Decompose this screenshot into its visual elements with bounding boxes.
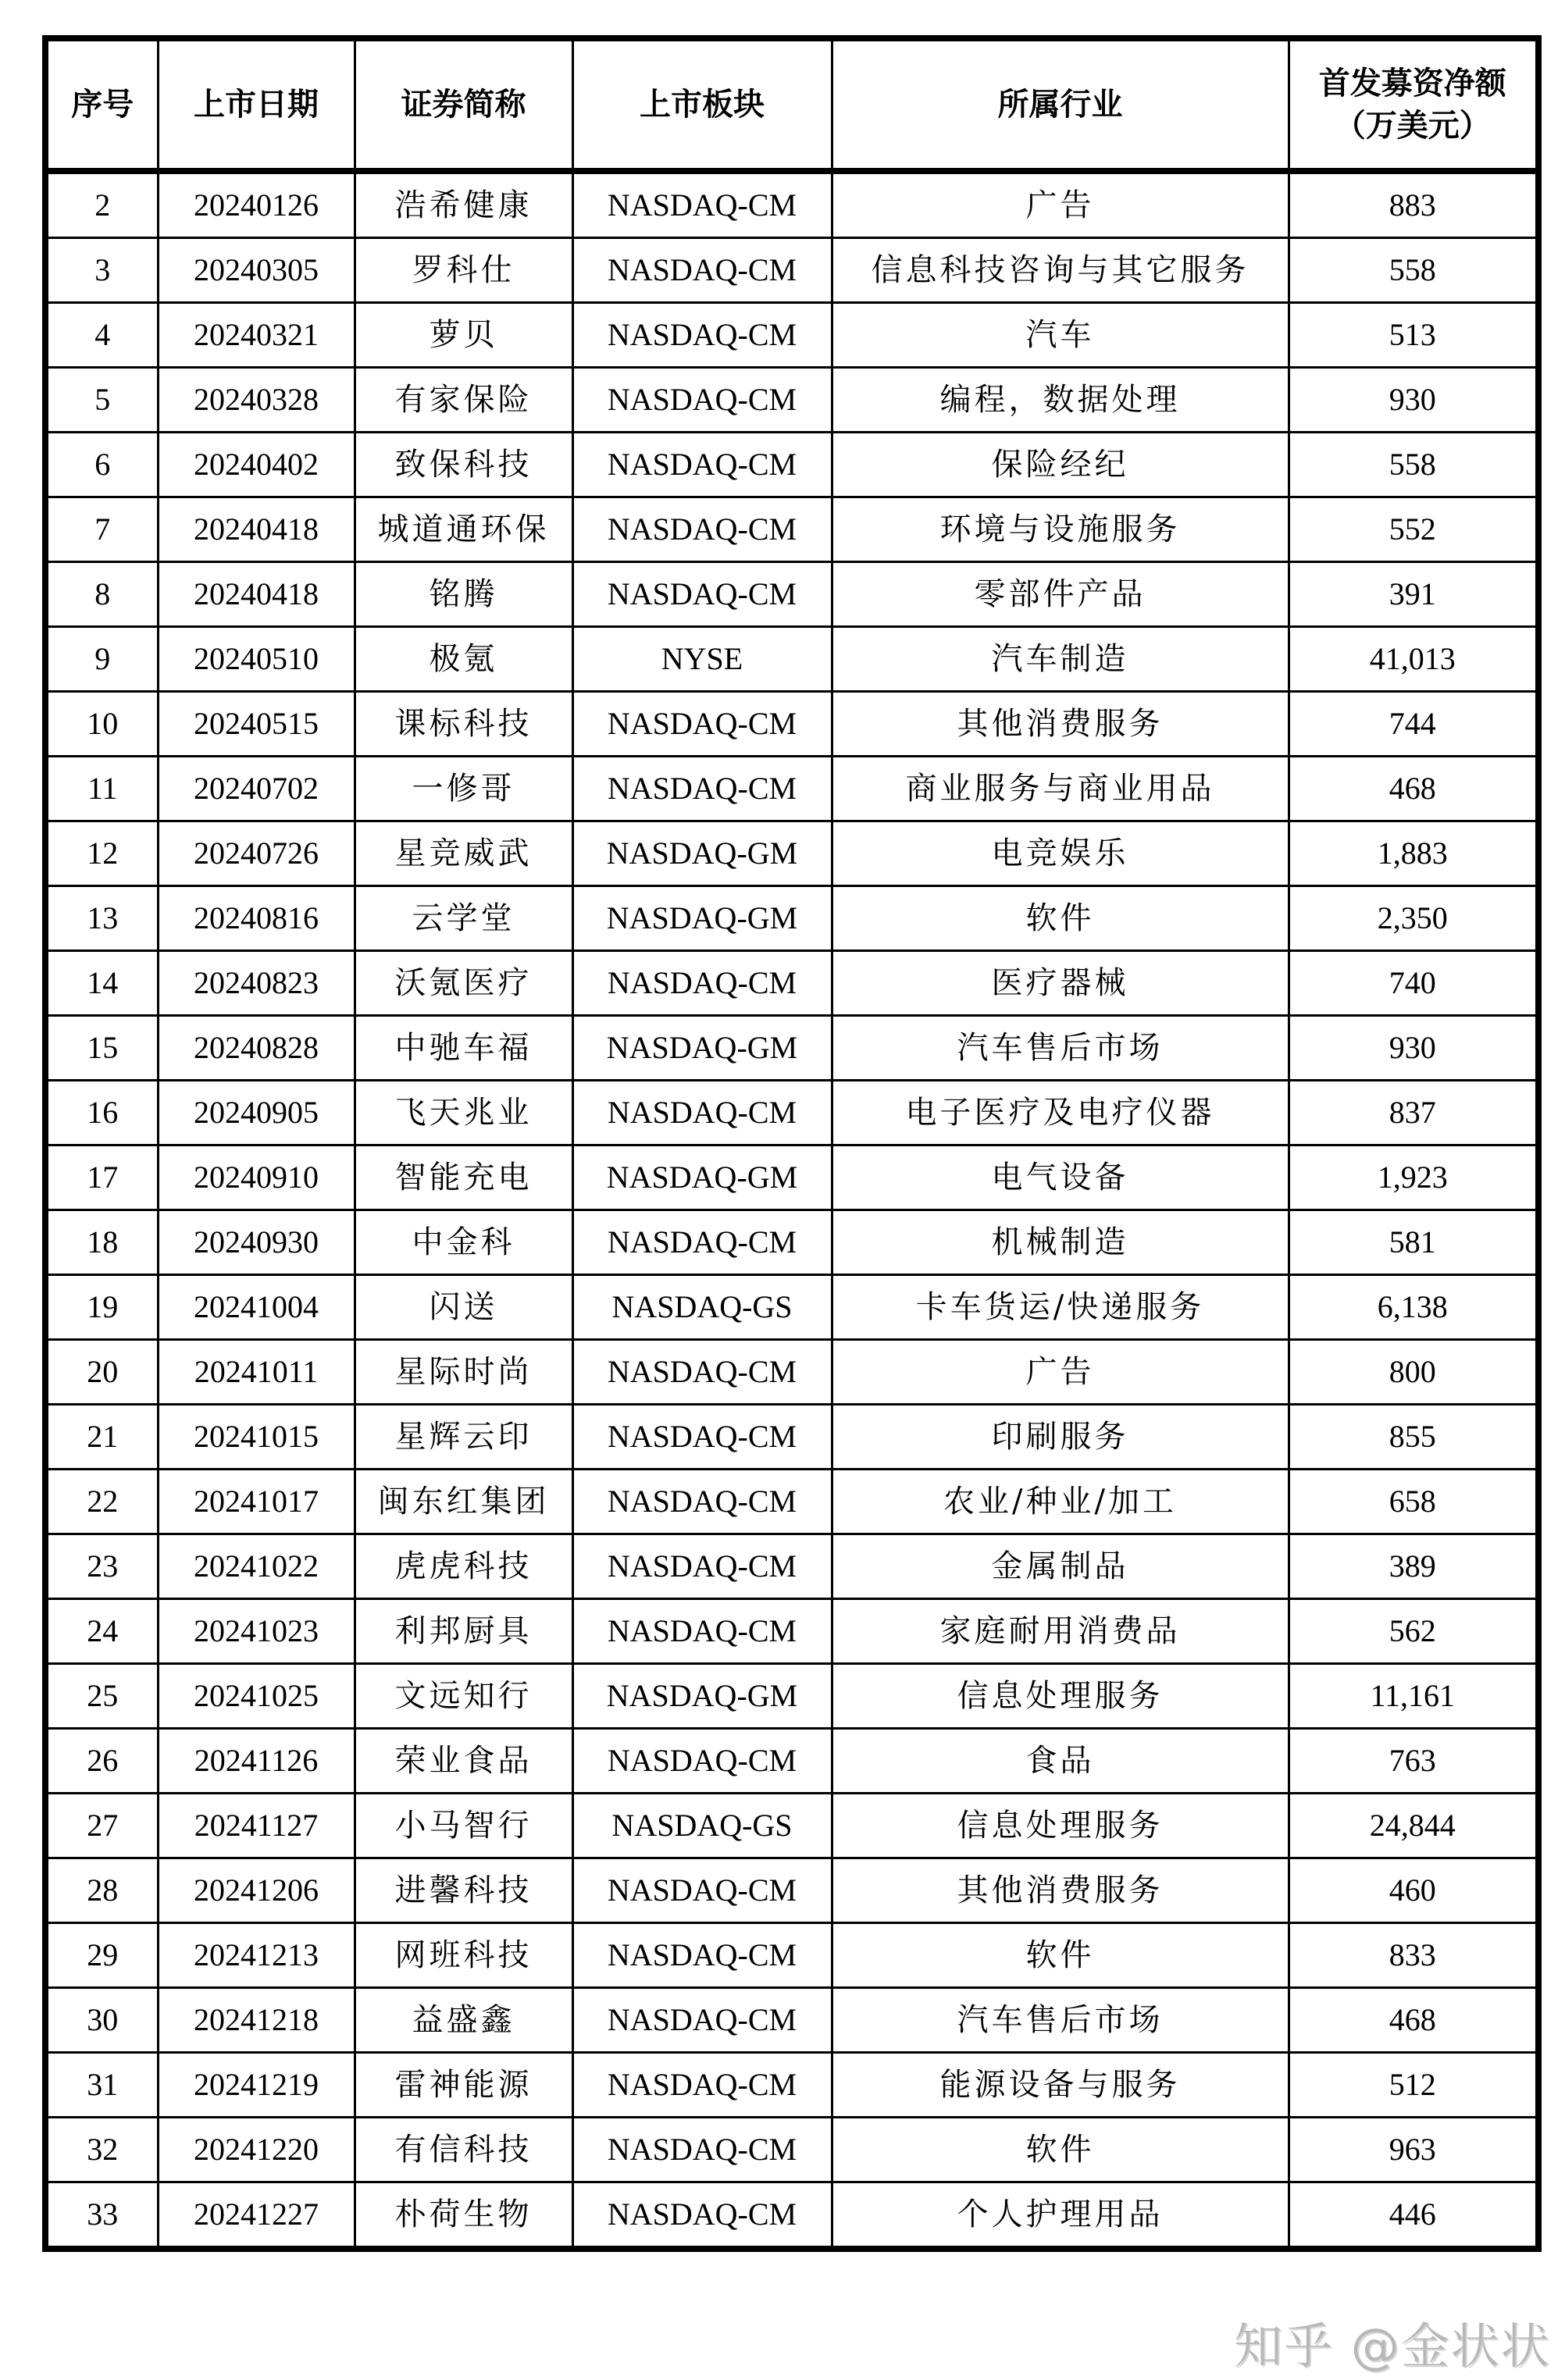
cell-index: 5 [45,368,158,433]
table-row [45,886,1538,951]
header-listing-date: 上市日期 [158,38,355,171]
cell-board: NASDAQ-GM [572,1016,832,1081]
cell-board: NASDAQ-GM [572,886,832,951]
cell-net-proceeds: 6,138 [1289,1275,1538,1340]
cell-listing-date: 20240418 [158,562,355,627]
cell-index: 33 [45,2182,158,2250]
table-row [45,1145,1538,1210]
cell-net-proceeds: 460 [1289,1858,1538,1923]
cell-listing-date: 20241025 [158,1664,355,1729]
header-security-name: 证券简称 [355,38,572,171]
table-row [45,1470,1538,1534]
table-row [45,1210,1538,1275]
cell-listing-date: 20240930 [158,1210,355,1275]
cell-listing-date: 20241022 [158,1534,355,1599]
cell-board: NASDAQ-CM [572,368,832,433]
cell-net-proceeds: 24,844 [1289,1794,1538,1858]
cell-board: NASDAQ-CM [572,1405,832,1470]
cell-industry: 医疗器械 [832,951,1289,1016]
cell-listing-date: 20241004 [158,1275,355,1340]
cell-board: NASDAQ-GM [572,1145,832,1210]
cell-industry: 信息科技咨询与其它服务 [832,238,1289,303]
cell-industry: 卡车货运/快递服务 [832,1275,1289,1340]
cell-listing-date: 20240321 [158,303,355,368]
cell-net-proceeds: 837 [1289,1081,1538,1145]
cell-net-proceeds: 389 [1289,1534,1538,1599]
table-row [45,1858,1538,1923]
cell-industry: 汽车制造 [832,627,1289,692]
cell-security-name: 虎虎科技 [355,1534,572,1599]
cell-net-proceeds: 513 [1289,303,1538,368]
cell-security-name: 小马智行 [355,1794,572,1858]
table-row [45,1534,1538,1599]
table-row [45,433,1538,497]
cell-net-proceeds: 391 [1289,562,1538,627]
table-row [45,171,1538,238]
table-row [45,757,1538,821]
cell-listing-date: 20240126 [158,171,355,238]
cell-security-name: 闽东红集团 [355,1470,572,1534]
cell-board: NASDAQ-CM [572,1988,832,2053]
cell-board: NASDAQ-CM [572,238,832,303]
cell-index: 7 [45,497,158,562]
cell-industry: 电竞娱乐 [832,821,1289,886]
cell-industry: 汽车售后市场 [832,1988,1289,2053]
cell-board: NASDAQ-CM [572,951,832,1016]
cell-listing-date: 20241015 [158,1405,355,1470]
cell-listing-date: 20241023 [158,1599,355,1664]
cell-index: 29 [45,1923,158,1988]
table-row [45,821,1538,886]
cell-industry: 其他消费服务 [832,1858,1289,1923]
cell-industry: 信息处理服务 [832,1664,1289,1729]
header-row [45,38,1538,171]
table-row [45,2118,1538,2182]
cell-listing-date: 20240726 [158,821,355,886]
cell-net-proceeds: 552 [1289,497,1538,562]
header-industry: 所属行业 [832,38,1289,171]
cell-index: 26 [45,1729,158,1794]
table-row [45,1405,1538,1470]
cell-board: NASDAQ-CM [572,692,832,757]
cell-board: NASDAQ-CM [572,2053,832,2118]
cell-listing-date: 20241206 [158,1858,355,1923]
cell-board: NASDAQ-GS [572,1275,832,1340]
cell-board: NASDAQ-CM [572,303,832,368]
cell-industry: 信息处理服务 [832,1794,1289,1858]
cell-net-proceeds: 468 [1289,1988,1538,2053]
cell-index: 16 [45,1081,158,1145]
cell-index: 24 [45,1599,158,1664]
cell-board: NASDAQ-CM [572,2182,832,2250]
cell-board: NASDAQ-CM [572,757,832,821]
header-board: 上市板块 [572,38,832,171]
cell-board: NASDAQ-CM [572,1599,832,1664]
cell-net-proceeds: 41,013 [1289,627,1538,692]
cell-listing-date: 20241017 [158,1470,355,1534]
cell-industry: 汽车售后市场 [832,1016,1289,1081]
cell-index: 30 [45,1988,158,2053]
cell-net-proceeds: 744 [1289,692,1538,757]
cell-index: 32 [45,2118,158,2182]
cell-listing-date: 20240702 [158,757,355,821]
cell-industry: 个人护理用品 [832,2182,1289,2250]
cell-security-name: 星际时尚 [355,1340,572,1405]
cell-net-proceeds: 468 [1289,757,1538,821]
cell-index: 25 [45,1664,158,1729]
table-row [45,627,1538,692]
table-row [45,303,1538,368]
cell-net-proceeds: 763 [1289,1729,1538,1794]
cell-board: NASDAQ-CM [572,1340,832,1405]
cell-listing-date: 20241127 [158,1794,355,1858]
cell-index: 12 [45,821,158,886]
cell-security-name: 浩希健康 [355,171,572,238]
table-body [45,171,1538,2249]
cell-security-name: 益盛鑫 [355,1988,572,2053]
cell-security-name: 闪送 [355,1275,572,1340]
cell-industry: 汽车 [832,303,1289,368]
cell-listing-date: 20240823 [158,951,355,1016]
cell-index: 20 [45,1340,158,1405]
cell-listing-date: 20241219 [158,2053,355,2118]
cell-index: 28 [45,1858,158,1923]
table-row [45,1988,1538,2053]
cell-net-proceeds: 558 [1289,433,1538,497]
table-row [45,1340,1538,1405]
cell-net-proceeds: 930 [1289,368,1538,433]
ipo-table [42,35,1542,2252]
table-row [45,562,1538,627]
cell-net-proceeds: 883 [1289,171,1538,238]
cell-board: NASDAQ-GM [572,1664,832,1729]
cell-industry: 零部件产品 [832,562,1289,627]
cell-listing-date: 20240910 [158,1145,355,1210]
cell-security-name: 极氪 [355,627,572,692]
cell-security-name: 利邦厨具 [355,1599,572,1664]
cell-security-name: 铭腾 [355,562,572,627]
header-net-proceeds-line2: （万美元） [1334,108,1491,144]
cell-board: NASDAQ-CM [572,1923,832,1988]
cell-listing-date: 20240510 [158,627,355,692]
cell-listing-date: 20240515 [158,692,355,757]
cell-index: 13 [45,886,158,951]
cell-net-proceeds: 1,883 [1289,821,1538,886]
cell-industry: 保险经纪 [832,433,1289,497]
cell-board: NASDAQ-CM [572,1534,832,1599]
table-row [45,2053,1538,2118]
cell-industry: 食品 [832,1729,1289,1794]
table-row [45,1081,1538,1145]
cell-index: 14 [45,951,158,1016]
cell-listing-date: 20240328 [158,368,355,433]
table-header [45,38,1538,171]
cell-security-name: 萝贝 [355,303,572,368]
cell-industry: 农业/种业/加工 [832,1470,1289,1534]
cell-listing-date: 20240828 [158,1016,355,1081]
cell-industry: 其他消费服务 [832,692,1289,757]
cell-board: NASDAQ-CM [572,1210,832,1275]
cell-net-proceeds: 855 [1289,1405,1538,1470]
cell-net-proceeds: 1,923 [1289,1145,1538,1210]
cell-security-name: 文远知行 [355,1664,572,1729]
table-row [45,497,1538,562]
cell-industry: 家庭耐用消费品 [832,1599,1289,1664]
table-row [45,2182,1538,2250]
cell-net-proceeds: 11,161 [1289,1664,1538,1729]
cell-board: NASDAQ-CM [572,1470,832,1534]
cell-index: 31 [45,2053,158,2118]
cell-industry: 机械制造 [832,1210,1289,1275]
cell-net-proceeds: 833 [1289,1923,1538,1988]
cell-security-name: 中金科 [355,1210,572,1275]
cell-net-proceeds: 446 [1289,2182,1538,2250]
cell-listing-date: 20240905 [158,1081,355,1145]
cell-board: NASDAQ-GS [572,1794,832,1858]
cell-industry: 能源设备与服务 [832,2053,1289,2118]
table-row [45,368,1538,433]
table-row [45,1923,1538,1988]
cell-industry: 电子医疗及电疗仪器 [832,1081,1289,1145]
cell-index: 15 [45,1016,158,1081]
cell-index: 11 [45,757,158,821]
cell-board: NASDAQ-CM [572,171,832,238]
cell-board: NASDAQ-CM [572,433,832,497]
cell-security-name: 沃氪医疗 [355,951,572,1016]
cell-security-name: 网班科技 [355,1923,572,1988]
cell-board: NASDAQ-CM [572,1858,832,1923]
watermark: 知乎 @金状状 [1234,2318,1551,2375]
cell-security-name: 朴荷生物 [355,2182,572,2250]
cell-board: NYSE [572,627,832,692]
cell-net-proceeds: 658 [1289,1470,1538,1534]
ipo-table-container [42,35,1535,2252]
cell-board: NASDAQ-CM [572,2118,832,2182]
cell-security-name: 飞天兆业 [355,1081,572,1145]
table-row [45,951,1538,1016]
cell-security-name: 有信科技 [355,2118,572,2182]
cell-listing-date: 20241227 [158,2182,355,2250]
cell-board: NASDAQ-GM [572,821,832,886]
cell-security-name: 进馨科技 [355,1858,572,1923]
cell-industry: 广告 [832,1340,1289,1405]
cell-net-proceeds: 930 [1289,1016,1538,1081]
cell-security-name: 城道通环保 [355,497,572,562]
table-row [45,1664,1538,1729]
cell-security-name: 有家保险 [355,368,572,433]
cell-listing-date: 20240305 [158,238,355,303]
cell-security-name: 智能充电 [355,1145,572,1210]
table-row [45,238,1538,303]
cell-security-name: 云学堂 [355,886,572,951]
cell-index: 2 [45,171,158,238]
header-net-proceeds [1289,38,1538,171]
cell-industry: 环境与设施服务 [832,497,1289,562]
cell-industry: 电气设备 [832,1145,1289,1210]
cell-industry: 金属制品 [832,1534,1289,1599]
cell-index: 3 [45,238,158,303]
cell-listing-date: 20241213 [158,1923,355,1988]
header-index: 序号 [45,38,158,171]
cell-security-name: 雷神能源 [355,2053,572,2118]
cell-net-proceeds: 558 [1289,238,1538,303]
cell-security-name: 星竞威武 [355,821,572,886]
cell-net-proceeds: 963 [1289,2118,1538,2182]
cell-index: 8 [45,562,158,627]
cell-security-name: 致保科技 [355,433,572,497]
cell-net-proceeds: 562 [1289,1599,1538,1664]
cell-security-name: 星辉云印 [355,1405,572,1470]
cell-net-proceeds: 2,350 [1289,886,1538,951]
table-row [45,1729,1538,1794]
cell-net-proceeds: 800 [1289,1340,1538,1405]
cell-industry: 商业服务与商业用品 [832,757,1289,821]
cell-index: 17 [45,1145,158,1210]
cell-board: NASDAQ-CM [572,1081,832,1145]
cell-listing-date: 20241220 [158,2118,355,2182]
cell-industry: 软件 [832,2118,1289,2182]
cell-security-name: 中驰车福 [355,1016,572,1081]
table-row [45,1794,1538,1858]
table-row [45,1275,1538,1340]
table-row [45,1599,1538,1664]
cell-index: 19 [45,1275,158,1340]
cell-listing-date: 20241218 [158,1988,355,2053]
cell-listing-date: 20240816 [158,886,355,951]
cell-board: NASDAQ-CM [572,1729,832,1794]
cell-listing-date: 20241011 [158,1340,355,1405]
cell-industry: 编程，数据处理 [832,368,1289,433]
cell-board: NASDAQ-CM [572,497,832,562]
cell-industry: 广告 [832,171,1289,238]
cell-listing-date: 20241126 [158,1729,355,1794]
cell-index: 27 [45,1794,158,1858]
cell-index: 21 [45,1405,158,1470]
cell-index: 18 [45,1210,158,1275]
cell-listing-date: 20240402 [158,433,355,497]
cell-security-name: 罗科仕 [355,238,572,303]
table-row [45,692,1538,757]
cell-industry: 软件 [832,886,1289,951]
cell-index: 4 [45,303,158,368]
cell-board: NASDAQ-CM [572,562,832,627]
cell-listing-date: 20240418 [158,497,355,562]
cell-index: 6 [45,433,158,497]
cell-net-proceeds: 740 [1289,951,1538,1016]
cell-security-name: 一修哥 [355,757,572,821]
cell-index: 22 [45,1470,158,1534]
cell-net-proceeds: 581 [1289,1210,1538,1275]
cell-index: 23 [45,1534,158,1599]
table-row [45,1016,1538,1081]
cell-industry: 软件 [832,1923,1289,1988]
cell-net-proceeds: 512 [1289,2053,1538,2118]
cell-index: 10 [45,692,158,757]
header-net-proceeds-line1: 首发募资净额 [1318,66,1506,102]
cell-security-name: 荣业食品 [355,1729,572,1794]
cell-index: 9 [45,627,158,692]
cell-security-name: 课标科技 [355,692,572,757]
cell-industry: 印刷服务 [832,1405,1289,1470]
